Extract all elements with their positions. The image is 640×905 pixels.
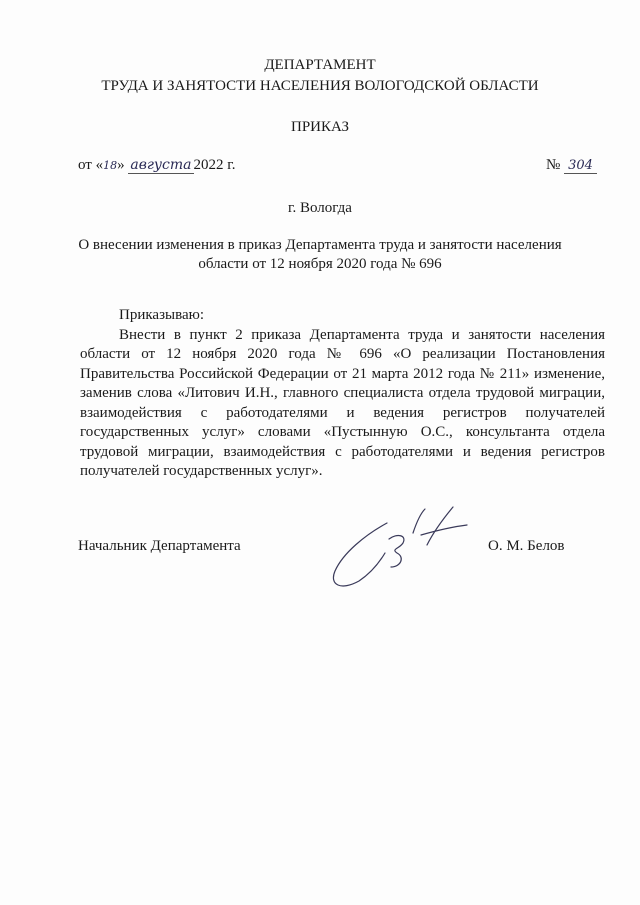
signer-name: О. М. Белов xyxy=(488,538,565,554)
order-paragraph: Внести в пункт 2 приказа Департамента труда и занятости населения области от 12 ноября 2020 года № 696 «О реализации Постановления Правительства Российской Федерации от 21 марта 2012 года № 211» изменение, заменив слова «Литович И.Н., главного специалиста отдела трудовой миграции, взаимодействия с работодателями и ведения регистров получателей государственных услуг» словами «Пустынную О.С., консультанта отдела трудовой миграции, взаимодействия с работодателями и ведения регистров получателей государственных услуг». xyxy=(80,326,605,479)
order-number xyxy=(546,157,597,174)
date-month: августа xyxy=(130,157,192,173)
document-type: ПРИКАЗ xyxy=(291,119,349,135)
signer-position: Начальник Департамента xyxy=(78,538,241,554)
date-mid: » xyxy=(117,157,125,173)
date-year: 2022 г. xyxy=(193,157,236,173)
date-line xyxy=(78,157,235,174)
order-body xyxy=(80,306,605,482)
date-prefix: от « xyxy=(78,157,104,173)
number-prefix: № xyxy=(546,157,561,173)
date-day: 18 xyxy=(103,159,118,172)
department-title: ДЕПАРТАМЕНТ xyxy=(264,57,376,73)
handwritten-signature xyxy=(325,505,475,595)
order-intro: Приказываю: xyxy=(119,307,204,323)
subject-line-1: О внесении изменения в приказ Департамента труда и занятости населения xyxy=(78,237,562,253)
city: г. Вологда xyxy=(288,200,352,216)
subject-line-2: области от 12 ноября 2020 года № 696 xyxy=(198,256,442,272)
number-value: 304 xyxy=(564,158,597,174)
department-full-title: ТРУДА И ЗАНЯТОСТИ НАСЕЛЕНИЯ ВОЛОГОДСКОЙ ОБЛАСТИ xyxy=(101,78,539,94)
